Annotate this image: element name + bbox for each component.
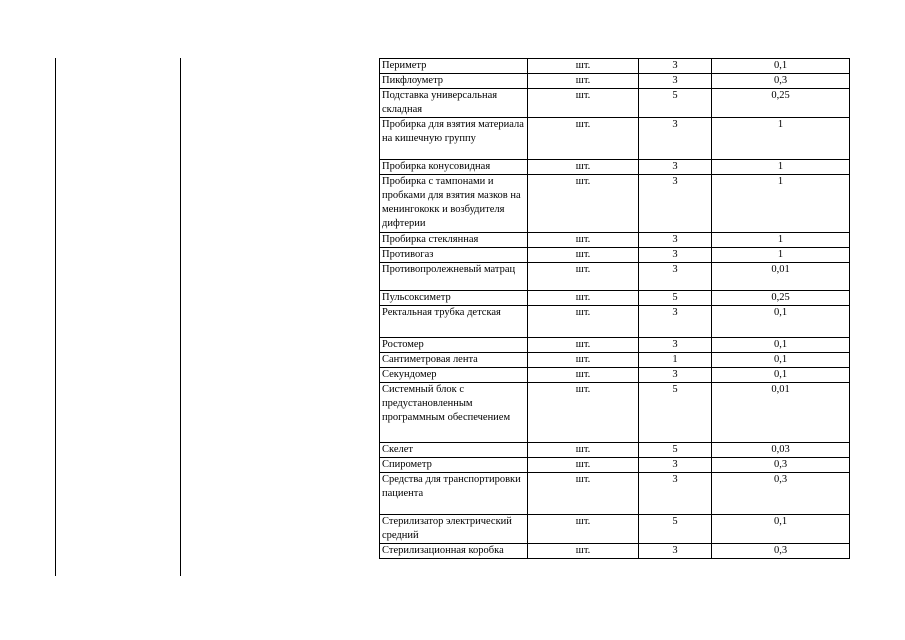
item-value: 0,01: [712, 263, 850, 291]
table-row: [380, 443, 850, 458]
item-quantity: 3: [639, 59, 712, 74]
item-unit: шт.: [528, 458, 639, 473]
item-quantity: 3: [639, 233, 712, 248]
equipment-table: [379, 58, 850, 559]
item-name: Пикфлоуметр: [380, 74, 528, 89]
item-unit: шт.: [528, 368, 639, 383]
item-name: Средства для транспортировки пациента: [380, 473, 528, 515]
item-quantity: 5: [639, 443, 712, 458]
item-value: 0,1: [712, 59, 850, 74]
item-value: 1: [712, 233, 850, 248]
item-name: Стерилизационная коробка: [380, 544, 528, 559]
equipment-table-body: [380, 59, 850, 559]
item-unit: шт.: [528, 74, 639, 89]
item-quantity: 3: [639, 306, 712, 338]
item-value: 1: [712, 175, 850, 233]
item-name: Стерилизатор электрический средний: [380, 515, 528, 544]
item-quantity: 3: [639, 74, 712, 89]
left-margin-line: [55, 58, 56, 576]
item-name: Ректальная трубка детская: [380, 306, 528, 338]
item-unit: шт.: [528, 383, 639, 443]
item-name: Системный блок с предустановленным программным обеспечением: [380, 383, 528, 443]
table-row: [380, 383, 850, 443]
item-quantity: 5: [639, 383, 712, 443]
item-quantity: 3: [639, 248, 712, 263]
item-value: 0,01: [712, 383, 850, 443]
item-unit: шт.: [528, 160, 639, 175]
item-unit: шт.: [528, 263, 639, 291]
table-row: [380, 291, 850, 306]
item-unit: шт.: [528, 89, 639, 118]
item-value: 0,3: [712, 74, 850, 89]
item-quantity: 5: [639, 515, 712, 544]
table-row: [380, 544, 850, 559]
item-name: Противогаз: [380, 248, 528, 263]
item-quantity: 3: [639, 160, 712, 175]
item-unit: шт.: [528, 233, 639, 248]
item-unit: шт.: [528, 59, 639, 74]
table-row: [380, 175, 850, 233]
item-quantity: 1: [639, 353, 712, 368]
item-quantity: 3: [639, 368, 712, 383]
item-value: 1: [712, 160, 850, 175]
item-name: Пробирка конусовидная: [380, 160, 528, 175]
item-unit: шт.: [528, 291, 639, 306]
table-row: [380, 233, 850, 248]
table-row: [380, 515, 850, 544]
table-row: [380, 89, 850, 118]
item-name: Периметр: [380, 59, 528, 74]
item-unit: шт.: [528, 443, 639, 458]
item-unit: шт.: [528, 248, 639, 263]
item-unit: шт.: [528, 118, 639, 160]
item-value: 0,3: [712, 473, 850, 515]
item-name: Подставка универсальная складная: [380, 89, 528, 118]
table-row: [380, 118, 850, 160]
table-row: [380, 59, 850, 74]
table-row: [380, 473, 850, 515]
item-quantity: 3: [639, 118, 712, 160]
item-quantity: 5: [639, 89, 712, 118]
item-value: 1: [712, 118, 850, 160]
item-quantity: 5: [639, 291, 712, 306]
item-unit: шт.: [528, 175, 639, 233]
item-quantity: 3: [639, 473, 712, 515]
item-value: 0,1: [712, 368, 850, 383]
item-value: 0,1: [712, 515, 850, 544]
item-quantity: 3: [639, 338, 712, 353]
table-row: [380, 338, 850, 353]
table-row: [380, 368, 850, 383]
item-name: Секундомер: [380, 368, 528, 383]
item-value: 0,3: [712, 458, 850, 473]
item-value: 0,25: [712, 291, 850, 306]
item-quantity: 3: [639, 263, 712, 291]
item-unit: шт.: [528, 515, 639, 544]
item-value: 0,1: [712, 353, 850, 368]
item-quantity: 3: [639, 458, 712, 473]
item-quantity: 3: [639, 175, 712, 233]
item-name: Пробирка с тампонами и пробками для взятия мазков на менингококк и возбудителя дифтерии: [380, 175, 528, 233]
item-unit: шт.: [528, 338, 639, 353]
item-name: Пробирка для взятия материала на кишечную группу: [380, 118, 528, 160]
item-value: 0,3: [712, 544, 850, 559]
item-name: Пробирка стеклянная: [380, 233, 528, 248]
item-name: Ростомер: [380, 338, 528, 353]
item-unit: шт.: [528, 306, 639, 338]
item-value: 0,25: [712, 89, 850, 118]
table-row: [380, 160, 850, 175]
table-row: [380, 248, 850, 263]
item-name: Скелет: [380, 443, 528, 458]
item-unit: шт.: [528, 544, 639, 559]
item-name: Пульсоксиметр: [380, 291, 528, 306]
item-name: Спирометр: [380, 458, 528, 473]
table-row: [380, 74, 850, 89]
item-value: 1: [712, 248, 850, 263]
item-value: 0,1: [712, 338, 850, 353]
item-name: Сантиметровая лента: [380, 353, 528, 368]
item-name: Противопролежневый матрац: [380, 263, 528, 291]
left-column-line: [180, 58, 181, 576]
table-row: [380, 458, 850, 473]
item-unit: шт.: [528, 473, 639, 515]
item-value: 0,1: [712, 306, 850, 338]
item-unit: шт.: [528, 353, 639, 368]
table-row: [380, 306, 850, 338]
item-value: 0,03: [712, 443, 850, 458]
table-row: [380, 263, 850, 291]
table-row: [380, 353, 850, 368]
item-quantity: 3: [639, 544, 712, 559]
